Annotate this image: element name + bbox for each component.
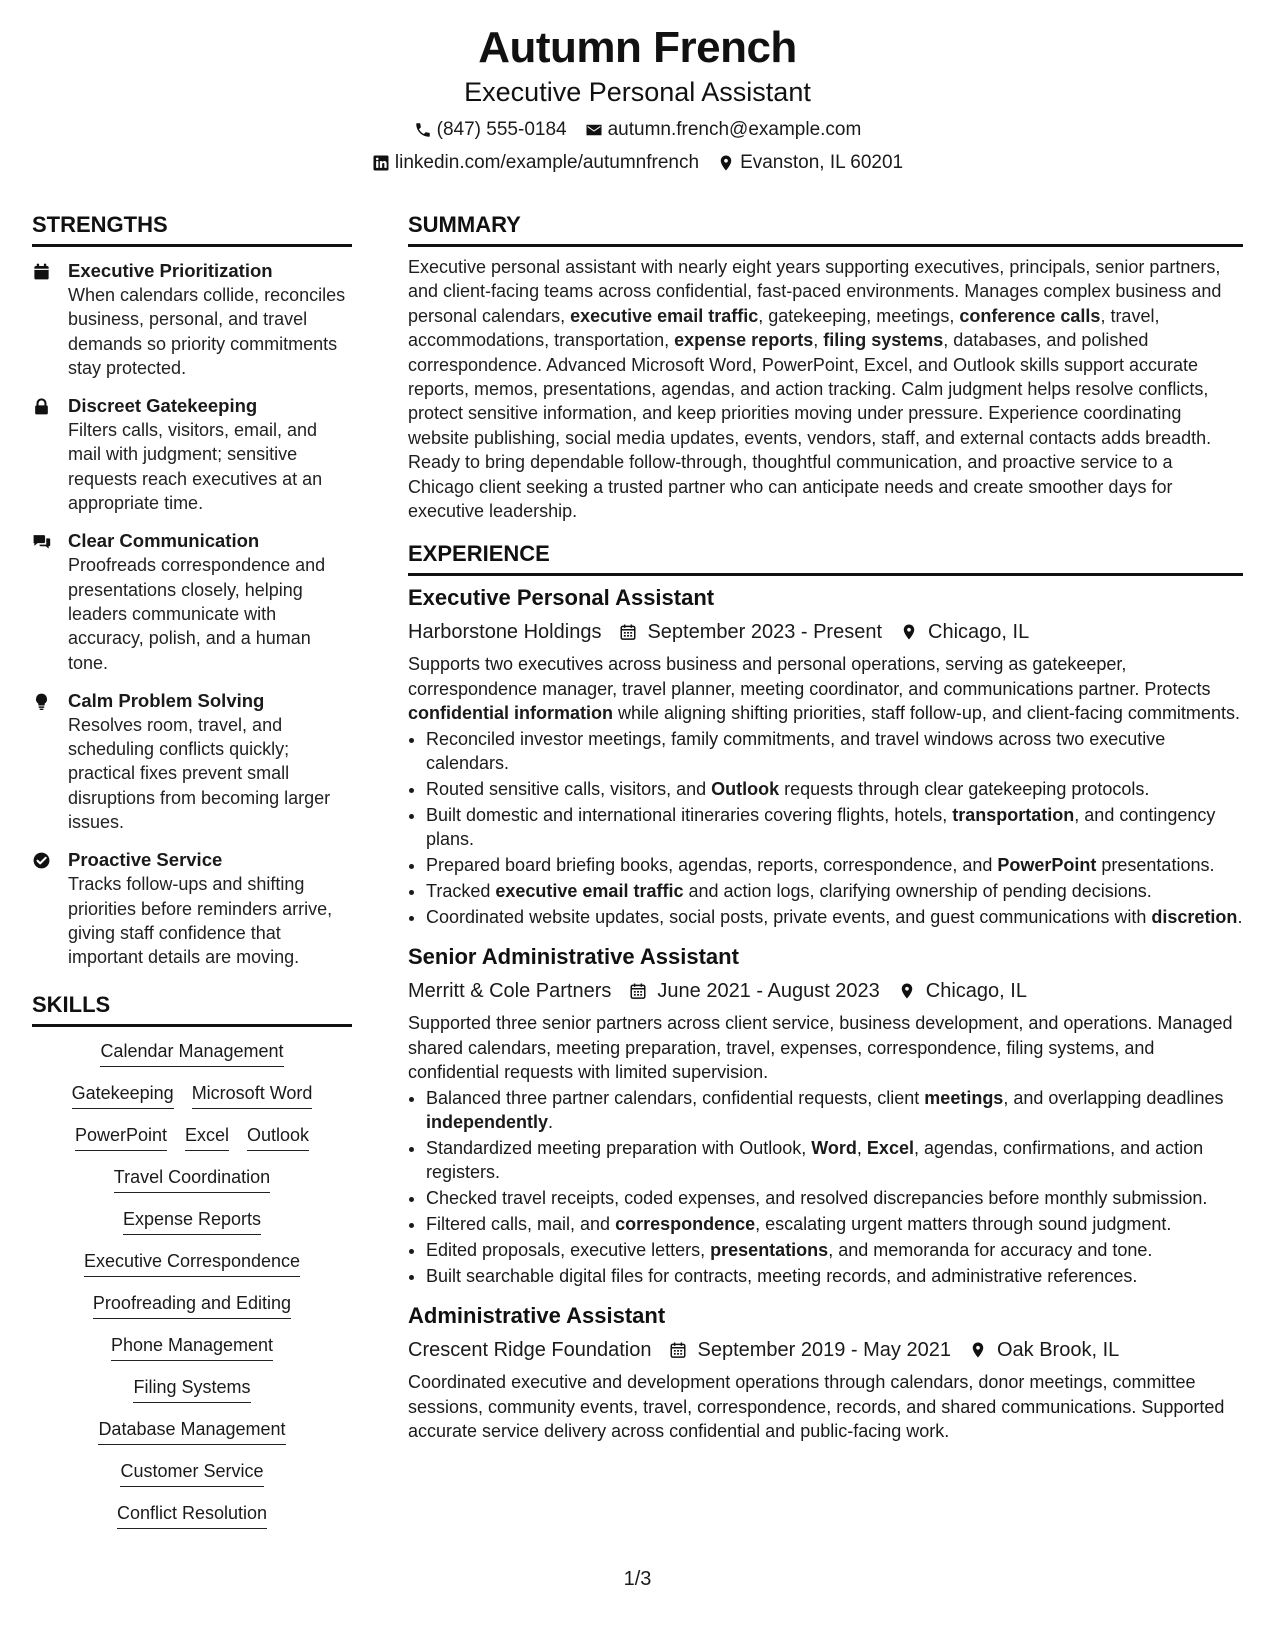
job-bullets [408,1086,1243,1289]
chat-icon [32,529,54,674]
skill-row [75,1123,309,1151]
skill-tag: Microsoft Word [192,1081,313,1109]
job-meta [408,1336,1243,1364]
strength-title: Proactive Service [68,849,223,871]
envelope-icon [585,121,603,139]
job-company: Crescent Ridge Foundation [408,1339,652,1362]
job-entry [408,943,1243,1288]
job-role: Executive Personal Assistant [408,585,715,611]
strengths-list [32,259,352,970]
job-entry [408,584,1243,929]
text-segment: . [1237,907,1243,928]
phone-contact [414,118,567,142]
check-circle-icon [32,848,54,969]
map-pin-icon [969,1341,987,1359]
skill-tag: Filing Systems [133,1375,250,1403]
skill-tag: Outlook [247,1123,309,1151]
job-bullet [426,1186,1243,1210]
text-segment: , agendas, confirmations, and action registers. [426,1137,1204,1183]
emphasis-text: discretion [1151,907,1238,928]
job-role: Administrative Assistant [408,1303,666,1329]
strength-item [32,848,352,969]
skills-list [32,1039,352,1543]
text-segment: Supported three senior partners across client service, business development, and operations. Managed shared calendars, meeting preparation, travel, expenses, correspondence, filing systems, and confidential requests with limited supervision. [408,1013,1233,1083]
calendar-icon [629,982,647,1000]
text-segment: , gatekeeping, meetings, [758,305,960,326]
skill-tag: Gatekeeping [72,1081,174,1109]
text-segment: Standardized meeting preparation with Outlook, [426,1137,812,1158]
text-segment: requests through clear gatekeeping protocols. [779,779,1150,799]
job-description [408,652,1243,725]
text-segment: , and contingency plans. [426,804,1216,850]
text-segment: Balanced three partner calendars, confidential requests, client [426,1087,925,1108]
skill-tag: PowerPoint [75,1123,167,1151]
text-segment: , databases, and polished correspondence. Advanced Microsoft Word, PowerPoint, Excel, and Outlook skills support accurate reports, memos, presentations, agendas, and action tracking. Calm judgment helps resolve conflicts, protect sensitive information, and keep priorities moving under pressure. Experience coordinating website publishing, social media updates, events, vendors, staff, and external contacts adds breadth. Ready to bring dependable follow-through, thoughtful communication, and proactive service to a Chicago client seeking a trusted partner who can anticipate needs and create smoother days for executive leadership. [408,330,1212,522]
skill-tag: Expense Reports [123,1207,261,1235]
job-location-text: Chicago, IL [925,980,1027,1003]
text-segment: , and memoranda for accuracy and tone. [828,1240,1153,1261]
job-bullet [426,853,1243,877]
job-location [898,977,1027,1005]
job-meta [408,618,1243,646]
linkedin-text: linkedin.com/example/autumnfrench [394,152,700,173]
emphasis-text: PowerPoint [997,855,1097,876]
text-segment: Filtered calls, mail, and [426,1214,616,1235]
skill-tag: Database Management [98,1417,285,1445]
emphasis-text: transportation [952,804,1075,825]
emphasis-text: Word [811,1137,857,1158]
skill-row [84,1249,300,1277]
job-dates [629,977,879,1005]
strengths-heading: STRENGTHS [32,212,352,247]
text-segment: Coordinated executive and development operations through calendars, donor meetings, committee sessions, community events, travel, correspondence, records, and shared communications. Supported accurate service delivery across confidential and public-facing work. [408,1372,1225,1442]
strength-title: Discreet Gatekeeping [68,395,258,417]
job-location-text: Oak Brook, IL [996,1339,1120,1362]
skill-row [114,1165,270,1193]
text-segment: Reconciled investor meetings, family commitments, and travel windows across two executive calendars. [426,728,1166,774]
job-meta [408,977,1243,1005]
emphasis-text: meetings [924,1087,1004,1108]
strength-item [32,394,352,515]
skill-row [93,1291,291,1319]
lock-icon [32,394,54,515]
emphasis-text: executive email traffic [495,881,684,902]
job-bullet [426,879,1243,903]
job-bullet [426,803,1243,852]
job-bullet [426,1238,1243,1262]
experience-heading: EXPERIENCE [408,541,1243,576]
job-bullet [426,905,1243,929]
skill-tag: Executive Correspondence [84,1249,300,1277]
emphasis-text: Excel [866,1137,914,1158]
strength-description: Filters calls, visitors, email, and mail with judgment; sensitive requests reach executives at an appropriate time. [68,420,323,514]
candidate-title: Executive Personal Assistant [464,77,811,107]
skill-tag: Conflict Resolution [117,1501,267,1529]
map-pin-icon [900,623,918,641]
job-company: Merritt & Cole Partners [408,980,612,1003]
text-segment: presentations. [1096,855,1215,876]
calendar-icon [619,623,637,641]
phone-icon [414,121,432,139]
emphasis-text: expense reports [674,330,814,351]
text-segment: Supports two executives across business and personal operations, serving as gatekeeper, correspondence manager, travel planner, meeting coordinator, and communications partner. Protects [408,654,1211,699]
text-segment: Coordinated website updates, social posts, private events, and guest communications with [426,907,1152,928]
job-description [408,1011,1243,1084]
text-segment: and action logs, clarifying ownership of pending decisions. [683,881,1152,902]
emphasis-text: independently [426,1112,549,1133]
emphasis-text: Outlook [711,779,780,799]
emphasis-text: confidential information [408,703,613,724]
map-pin-icon [717,154,735,172]
strength-description: Tracks follow-ups and shifting priorities before reminders arrive, giving staff confidence that important details are moving. [68,874,333,968]
text-segment: Built searchable digital files for contracts, meeting records, and administrative references. [426,1266,1138,1286]
text-segment: Edited proposals, executive letters, [426,1240,711,1261]
skill-row [123,1207,261,1235]
skill-row [100,1039,283,1067]
job-role: Senior Administrative Assistant [408,944,739,970]
contact-row-1 [0,118,1275,142]
skill-row [98,1417,285,1445]
lightbulb-icon [32,689,54,834]
text-segment: Executive personal assistant with nearly eight years supporting executives, principals, senior partners, and client-facing teams across confidential, fast-paced environments. Manages complex business and personal calendars, [408,257,1222,326]
skill-tag: Excel [185,1123,229,1151]
text-segment: , [856,1137,867,1158]
job-entry [408,1302,1243,1443]
job-dates [669,1336,951,1364]
job-location [969,1336,1119,1364]
job-bullet [426,1086,1243,1135]
strength-title: Clear Communication [68,530,260,552]
job-description [408,1370,1243,1443]
summary-text [408,255,1243,523]
phone-text: (847) 555-0184 [436,119,567,140]
text-segment: Checked travel receipts, coded expenses, and resolved discrepancies before monthly submission. [426,1188,1208,1209]
job-location [900,618,1029,646]
text-segment: , escalating urgent matters through sound judgment. [755,1214,1172,1235]
skill-tag: Proofreading and Editing [93,1291,291,1319]
resume-header [0,22,1275,175]
job-dates-text: June 2021 - August 2023 [657,980,880,1003]
job-company: Harborstone Holdings [408,621,602,644]
job-dates-text: September 2023 - Present [647,621,883,644]
skill-tag: Calendar Management [100,1039,283,1067]
candidate-name: Autumn French [478,23,797,72]
strength-description: Proofreads correspondence and presentations closely, helping leaders communicate with accuracy, polish, and a human tone. [68,555,326,673]
text-segment: Built domestic and international itineraries covering flights, hotels, [426,804,953,825]
job-bullets [408,727,1243,930]
email-contact[interactable] [585,118,862,142]
jobs-list [408,584,1243,1443]
strength-description: Resolves room, travel, and scheduling conflicts quickly; practical fixes prevent small disruptions from becoming larger issues. [68,714,331,833]
skill-tag: Travel Coordination [114,1165,270,1193]
job-bullet [426,1264,1243,1288]
linkedin-icon [372,154,390,172]
contact-row-2 [0,151,1275,175]
job-bullet [426,777,1243,801]
emphasis-text: filing systems [823,330,944,351]
text-segment: , and overlapping deadlines [1003,1087,1224,1108]
strength-item [32,689,352,834]
strength-title: Executive Prioritization [68,260,273,281]
calendar-icon [32,259,54,380]
text-segment: , [813,330,824,351]
emphasis-text: executive email traffic [570,305,759,326]
strength-item [32,529,352,674]
text-segment: . [548,1112,554,1133]
emphasis-text: correspondence [615,1214,756,1235]
skills-heading: SKILLS [32,992,352,1027]
page-number: 1/3 [623,1568,652,1590]
calendar-icon [669,1341,687,1359]
left-column [32,212,352,1543]
summary-heading: SUMMARY [408,212,1243,247]
text-segment: Tracked [426,881,496,902]
text-segment: Routed sensitive calls, visitors, and [426,779,712,799]
job-dates-text: September 2019 - May 2021 [697,1339,951,1362]
text-segment: while aligning shifting priorities, staff follow-up, and client-facing commitments. [613,703,1240,724]
emphasis-text: conference calls [959,305,1101,326]
job-location-text: Chicago, IL [928,621,1030,644]
skill-row [111,1333,273,1361]
job-bullet [426,1212,1243,1236]
skill-row [117,1501,267,1529]
skill-row [72,1081,313,1109]
text-segment: Prepared board briefing books, agendas, reports, correspondence, and [426,855,998,876]
strength-description: When calendars collide, reconciles business, personal, and travel demands so priority commitments stay protected. [68,285,346,378]
emphasis-text: presentations [710,1240,829,1261]
job-bullet [426,1136,1243,1185]
skill-tag: Phone Management [111,1333,273,1361]
text-segment: , travel, accommodations, transportation, [408,305,1160,351]
strength-item [32,259,352,380]
strength-title: Calm Problem Solving [68,689,265,711]
location-text: Evanston, IL 60201 [740,152,904,173]
map-pin-icon [898,982,916,1000]
skill-tag: Customer Service [120,1459,263,1487]
location-contact [717,151,903,175]
email-text: autumn.french@example.com [607,119,862,140]
skill-row [133,1375,250,1403]
skill-row [120,1459,263,1487]
linkedin-contact[interactable] [372,151,699,175]
job-dates [619,618,882,646]
job-bullet [426,727,1243,776]
right-column [408,212,1243,1444]
